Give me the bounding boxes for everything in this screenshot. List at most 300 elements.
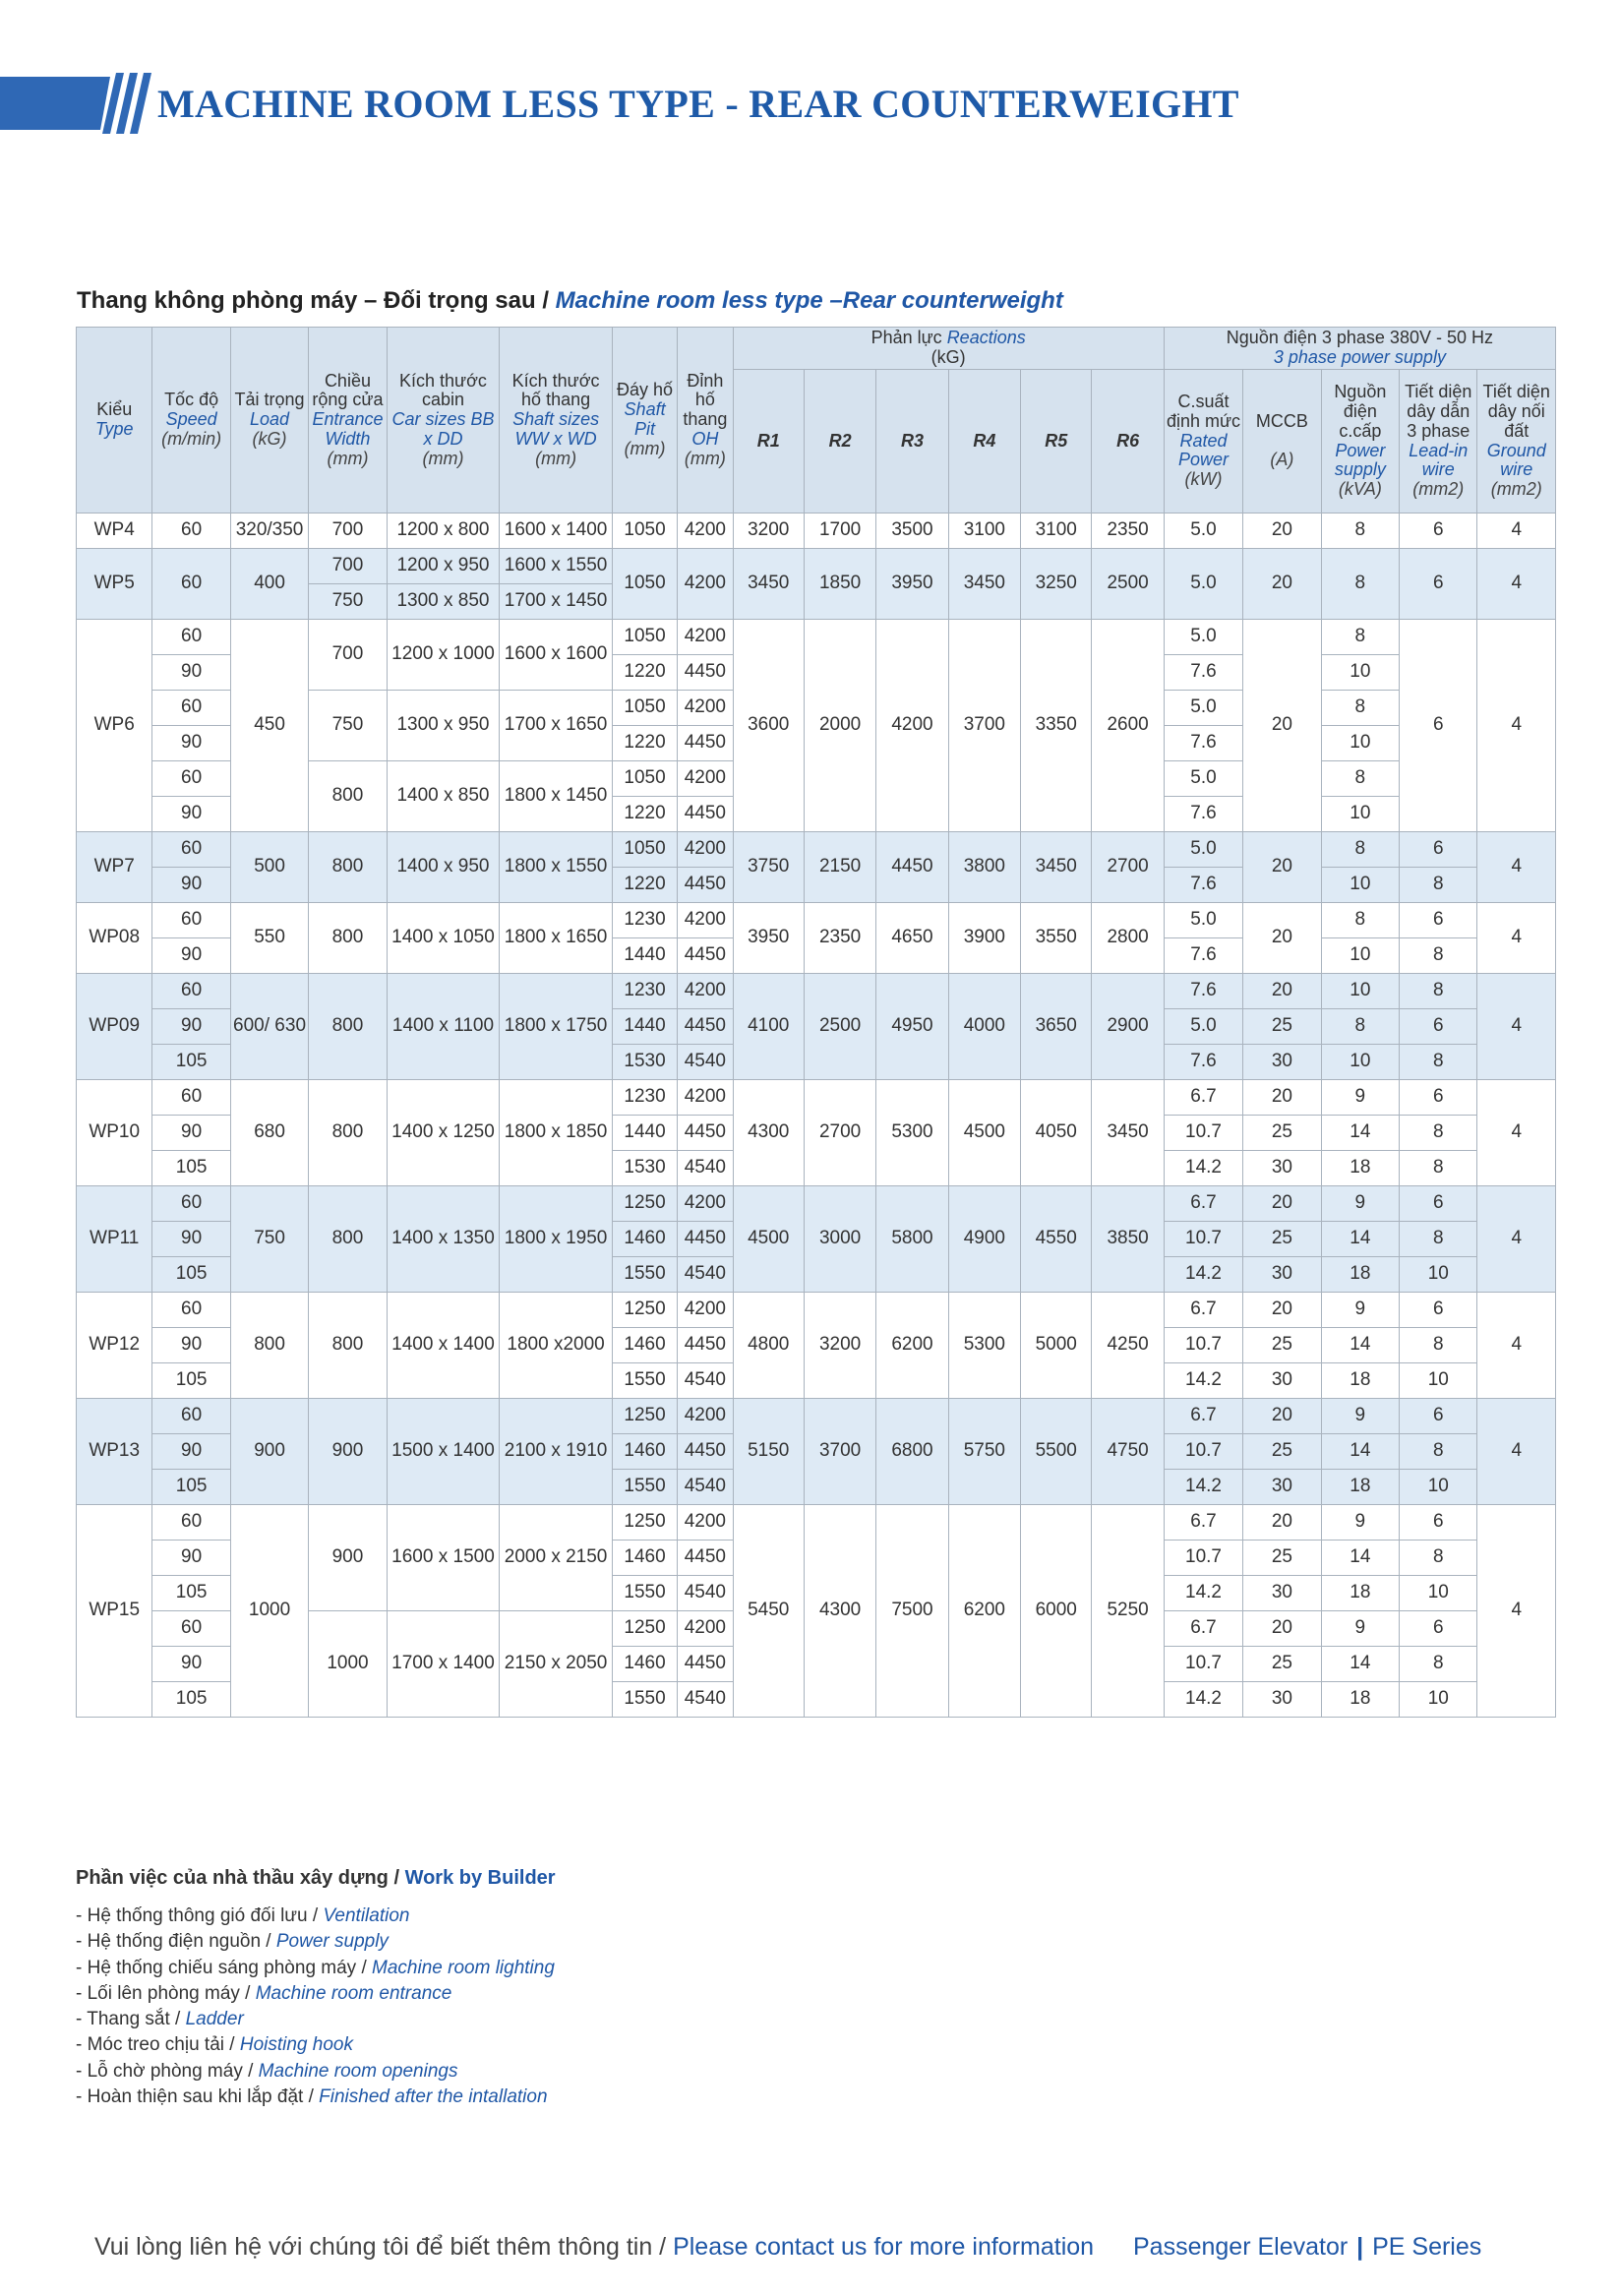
table-cell: 14.2 bbox=[1164, 1151, 1242, 1186]
table-cell: 5.0 bbox=[1164, 691, 1242, 726]
table-cell: 1440 bbox=[612, 1009, 677, 1045]
table-cell: WP12 bbox=[77, 1293, 152, 1399]
table-cell: 1050 bbox=[612, 514, 677, 549]
table-cell: 7.6 bbox=[1164, 938, 1242, 974]
table-cell: 1250 bbox=[612, 1399, 677, 1434]
table-cell: 4300 bbox=[804, 1505, 875, 1718]
table-cell: 14 bbox=[1321, 1222, 1399, 1257]
table-cell: 1550 bbox=[612, 1257, 677, 1293]
table-cell: 3100 bbox=[948, 514, 1020, 549]
work-by-builder-title: Phần việc của nhà thầu xây dựng / Work by Builder bbox=[76, 1867, 556, 1889]
list-item: - Lỗ chờ phòng máy / Machine room openings bbox=[76, 2060, 458, 2082]
table-cell: 8 bbox=[1400, 974, 1477, 1009]
table-cell: 1050 bbox=[612, 761, 677, 797]
table-cell: 1400 x 1400 bbox=[387, 1293, 500, 1399]
table-cell: 900 bbox=[309, 1505, 387, 1611]
col-r1: R1 bbox=[733, 370, 804, 514]
table-cell: 5.0 bbox=[1164, 832, 1242, 868]
table-cell: WP15 bbox=[77, 1505, 152, 1718]
table-cell: 4 bbox=[1477, 620, 1556, 832]
table-cell: 5450 bbox=[733, 1505, 804, 1718]
table-cell: 4250 bbox=[1092, 1293, 1164, 1399]
table-cell: 5250 bbox=[1092, 1505, 1164, 1718]
table-cell: 60 bbox=[152, 761, 230, 797]
table-cell: 6 bbox=[1400, 514, 1477, 549]
table-cell: 1460 bbox=[612, 1647, 677, 1682]
table-cell: WP11 bbox=[77, 1186, 152, 1293]
table-cell: 3450 bbox=[1021, 832, 1092, 903]
table-cell: 4200 bbox=[678, 761, 733, 797]
table-cell: 90 bbox=[152, 1328, 230, 1363]
table-cell: 14.2 bbox=[1164, 1470, 1242, 1505]
table-cell: 700 bbox=[309, 514, 387, 549]
table-cell: 1050 bbox=[612, 832, 677, 868]
table-cell: 1800 x 1550 bbox=[500, 832, 613, 903]
list-item: - Hệ thống thông gió đối lưu / Ventilation bbox=[76, 1905, 410, 1926]
table-cell: 8 bbox=[1400, 1151, 1477, 1186]
table-cell: 8 bbox=[1400, 1434, 1477, 1470]
table-cell: 800 bbox=[309, 761, 387, 832]
table-cell: 1400 x 1100 bbox=[387, 974, 500, 1080]
table-cell: 20 bbox=[1243, 974, 1321, 1009]
table-cell: 1400 x 1350 bbox=[387, 1186, 500, 1293]
table-cell: 4450 bbox=[678, 1116, 733, 1151]
table-cell: 2500 bbox=[1092, 549, 1164, 620]
table-cell: 5750 bbox=[948, 1399, 1020, 1505]
table-cell: 5.0 bbox=[1164, 514, 1242, 549]
table-cell: 105 bbox=[152, 1045, 230, 1080]
table-cell: 2000 x 2150 bbox=[500, 1505, 613, 1611]
table-cell: WP09 bbox=[77, 974, 152, 1080]
table-cell: 4450 bbox=[678, 655, 733, 691]
spec-table bbox=[76, 327, 1556, 1718]
table-cell: 700 bbox=[309, 620, 387, 691]
table-cell: 4200 bbox=[678, 1186, 733, 1222]
table-cell: 4200 bbox=[678, 903, 733, 938]
table-cell: 20 bbox=[1243, 832, 1321, 903]
table-cell: 1300 x 850 bbox=[387, 584, 500, 620]
table-cell: 4 bbox=[1477, 1293, 1556, 1399]
table-cell: 6.7 bbox=[1164, 1186, 1242, 1222]
table-cell: 2500 bbox=[804, 974, 875, 1080]
table-cell: 4540 bbox=[678, 1257, 733, 1293]
table-cell: 30 bbox=[1243, 1257, 1321, 1293]
table-cell: 3450 bbox=[1092, 1080, 1164, 1186]
table-cell: 1220 bbox=[612, 726, 677, 761]
table-cell: WP08 bbox=[77, 903, 152, 974]
table-cell: 4 bbox=[1477, 1505, 1556, 1718]
table-cell: 3700 bbox=[948, 620, 1020, 832]
table-cell: 30 bbox=[1243, 1045, 1321, 1080]
table-cell: 6000 bbox=[1021, 1505, 1092, 1718]
table-cell: 1440 bbox=[612, 938, 677, 974]
table-cell: 9 bbox=[1321, 1505, 1399, 1541]
table-cell: 5.0 bbox=[1164, 549, 1242, 620]
table-cell: 8 bbox=[1400, 1647, 1477, 1682]
table-cell: 1230 bbox=[612, 974, 677, 1009]
table-cell: 30 bbox=[1243, 1576, 1321, 1611]
table-cell: 5800 bbox=[876, 1186, 948, 1293]
table-cell: 6 bbox=[1400, 620, 1477, 832]
table-cell: 2100 x 1910 bbox=[500, 1399, 613, 1505]
table-cell: 1050 bbox=[612, 549, 677, 620]
table-cell: 10 bbox=[1321, 726, 1399, 761]
table-cell: 4500 bbox=[733, 1186, 804, 1293]
table-cell: 6800 bbox=[876, 1399, 948, 1505]
table-cell: WP7 bbox=[77, 832, 152, 903]
table-cell: 4450 bbox=[678, 797, 733, 832]
table-cell: 4 bbox=[1477, 549, 1556, 620]
col-load: Tải trọng Load (kG) bbox=[230, 328, 308, 514]
col-rated: C.suất định mức Rated Power (kW) bbox=[1164, 370, 1242, 514]
col-ground: Tiết diện dây nối đất Ground wire (mm2) bbox=[1477, 370, 1556, 514]
table-cell: 700 bbox=[309, 549, 387, 584]
table-cell: 10 bbox=[1321, 1045, 1399, 1080]
table-cell: 25 bbox=[1243, 1116, 1321, 1151]
table-cell: 3850 bbox=[1092, 1186, 1164, 1293]
table-cell: 6.7 bbox=[1164, 1505, 1242, 1541]
table-cell: 18 bbox=[1321, 1151, 1399, 1186]
table-cell: 5.0 bbox=[1164, 1009, 1242, 1045]
table-cell: 60 bbox=[152, 514, 230, 549]
table-cell: 4800 bbox=[733, 1293, 804, 1399]
table-cell: 60 bbox=[152, 974, 230, 1009]
table-cell: 3900 bbox=[948, 903, 1020, 974]
table-cell: 4 bbox=[1477, 832, 1556, 903]
table-cell: 3100 bbox=[1021, 514, 1092, 549]
table-cell: 1400 x 850 bbox=[387, 761, 500, 832]
table-cell: 1800 x2000 bbox=[500, 1293, 613, 1399]
table-cell: 4050 bbox=[1021, 1080, 1092, 1186]
table-cell: 8 bbox=[1400, 868, 1477, 903]
table-cell: 5.0 bbox=[1164, 761, 1242, 797]
table-cell: 1000 bbox=[230, 1505, 308, 1718]
table-cell: 60 bbox=[152, 903, 230, 938]
table-cell: 4000 bbox=[948, 974, 1020, 1080]
table-cell: 4540 bbox=[678, 1151, 733, 1186]
col-pit: Đáy hố Shaft Pit (mm) bbox=[612, 328, 677, 514]
table-cell: 4200 bbox=[678, 1293, 733, 1328]
table-cell: 7.6 bbox=[1164, 726, 1242, 761]
table-cell: 1440 bbox=[612, 1116, 677, 1151]
table-cell: 1800 x 1650 bbox=[500, 903, 613, 974]
table-cell: WP13 bbox=[77, 1399, 152, 1505]
table-cell: 3450 bbox=[733, 549, 804, 620]
table-cell: 1530 bbox=[612, 1045, 677, 1080]
table-cell: 6 bbox=[1400, 549, 1477, 620]
table-cell: 5300 bbox=[948, 1293, 1020, 1399]
table-cell: 90 bbox=[152, 1009, 230, 1045]
table-row bbox=[77, 1293, 1556, 1328]
table-cell: 1250 bbox=[612, 1611, 677, 1647]
table-cell: 6 bbox=[1400, 832, 1477, 868]
col-leadin: Tiết diện dây dẫn 3 phase Lead-in wire (mm2) bbox=[1400, 370, 1477, 514]
table-cell: 90 bbox=[152, 797, 230, 832]
table-cell: 60 bbox=[152, 1505, 230, 1541]
table-cell: 7.6 bbox=[1164, 974, 1242, 1009]
col-entrance: Chiều rộng cửa Entrance Width (mm) bbox=[309, 328, 387, 514]
table-cell: 8 bbox=[1400, 1045, 1477, 1080]
table-cell: 60 bbox=[152, 1611, 230, 1647]
col-r3: R3 bbox=[876, 370, 948, 514]
table-cell: 8 bbox=[1400, 1541, 1477, 1576]
table-cell: 7.6 bbox=[1164, 1045, 1242, 1080]
table-cell: 90 bbox=[152, 868, 230, 903]
table-cell: 4450 bbox=[678, 1328, 733, 1363]
table-cell: 4450 bbox=[678, 1222, 733, 1257]
table-cell: 30 bbox=[1243, 1470, 1321, 1505]
table-cell: 1800 x 1950 bbox=[500, 1186, 613, 1293]
table-cell: 60 bbox=[152, 1186, 230, 1222]
table-cell: 4540 bbox=[678, 1682, 733, 1718]
table-cell: 8 bbox=[1400, 938, 1477, 974]
table-cell: 2150 bbox=[804, 832, 875, 903]
table-cell: 3600 bbox=[733, 620, 804, 832]
table-cell: 90 bbox=[152, 1116, 230, 1151]
table-cell: 4 bbox=[1477, 903, 1556, 974]
table-cell: 6.7 bbox=[1164, 1399, 1242, 1434]
table-cell: 4 bbox=[1477, 1080, 1556, 1186]
table-cell: 8 bbox=[1321, 549, 1399, 620]
table-cell: 14 bbox=[1321, 1541, 1399, 1576]
table-cell: 90 bbox=[152, 1541, 230, 1576]
table-cell: 10 bbox=[1400, 1363, 1477, 1399]
col-type: Kiểu Type bbox=[77, 328, 152, 514]
col-car: Kích thước cabin Car sizes BB x DD (mm) bbox=[387, 328, 500, 514]
table-cell: WP10 bbox=[77, 1080, 152, 1186]
table-cell: 1400 x 1050 bbox=[387, 903, 500, 974]
table-cell: 6.7 bbox=[1164, 1080, 1242, 1116]
col-power-group: Nguồn điện 3 phase 380V - 50 Hz 3 phase power supply bbox=[1164, 328, 1555, 370]
table-cell: 60 bbox=[152, 1399, 230, 1434]
table-cell: 18 bbox=[1321, 1576, 1399, 1611]
col-r5: R5 bbox=[1021, 370, 1092, 514]
table-cell: 25 bbox=[1243, 1328, 1321, 1363]
table-cell: 90 bbox=[152, 655, 230, 691]
table-cell: 4450 bbox=[876, 832, 948, 903]
table-cell: 1000 bbox=[309, 1611, 387, 1718]
table-cell: 20 bbox=[1243, 1399, 1321, 1434]
table-cell: 2700 bbox=[1092, 832, 1164, 903]
table-cell: 4 bbox=[1477, 974, 1556, 1080]
work-by-builder bbox=[76, 1867, 556, 2110]
list-item: - Hệ thống điện nguồn / Power supply bbox=[76, 1931, 389, 1953]
table-cell: 6 bbox=[1400, 1186, 1477, 1222]
table-cell: 10.7 bbox=[1164, 1328, 1242, 1363]
table-cell: 20 bbox=[1243, 549, 1321, 620]
table-cell: 8 bbox=[1321, 620, 1399, 655]
table-cell: 4450 bbox=[678, 726, 733, 761]
table-cell: 4200 bbox=[678, 1505, 733, 1541]
table-cell: 6 bbox=[1400, 1080, 1477, 1116]
table-cell: 3250 bbox=[1021, 549, 1092, 620]
table-cell: 4540 bbox=[678, 1363, 733, 1399]
table-cell: 10 bbox=[1321, 938, 1399, 974]
table-cell: 1600 x 1550 bbox=[500, 549, 613, 584]
table-row bbox=[77, 903, 1556, 938]
table-cell: 14.2 bbox=[1164, 1257, 1242, 1293]
table-cell: 1300 x 950 bbox=[387, 691, 500, 761]
table-row bbox=[77, 1186, 1556, 1222]
table-cell: 2700 bbox=[804, 1080, 875, 1186]
table-cell: 1220 bbox=[612, 655, 677, 691]
table-cell: 20 bbox=[1243, 620, 1321, 832]
table-cell: 10 bbox=[1321, 868, 1399, 903]
page-title: MACHINE ROOM LESS TYPE - REAR COUNTERWEIGHT bbox=[157, 82, 1239, 126]
table-cell: 18 bbox=[1321, 1363, 1399, 1399]
footer-contact: Vui lòng liên hệ với chúng tôi để biết thêm thông tin / Please contact us for more information bbox=[94, 2233, 1095, 2261]
col-shaft: Kích thước hố thang Shaft sizes WW x WD (mm) bbox=[500, 328, 613, 514]
footer-series: Passenger Elevator | PE Series bbox=[1133, 2233, 1482, 2261]
table-cell: 1400 x 950 bbox=[387, 832, 500, 903]
table-cell: 14.2 bbox=[1164, 1682, 1242, 1718]
table-row bbox=[77, 974, 1556, 1009]
table-caption: Thang không phòng máy – Đối trọng sau / Machine room less type –Rear counterweight bbox=[77, 287, 1063, 314]
table-cell: 1800 x 1450 bbox=[500, 761, 613, 832]
table-cell: 6 bbox=[1400, 1611, 1477, 1647]
table-cell: 30 bbox=[1243, 1682, 1321, 1718]
table-cell: 60 bbox=[152, 832, 230, 868]
table-cell: 90 bbox=[152, 1222, 230, 1257]
table-cell: 750 bbox=[309, 691, 387, 761]
table-cell: 4950 bbox=[876, 974, 948, 1080]
table-cell: 2800 bbox=[1092, 903, 1164, 974]
list-item: - Thang sắt / Ladder bbox=[76, 2009, 244, 2030]
table-cell: 2000 bbox=[804, 620, 875, 832]
table-cell: 4450 bbox=[678, 1647, 733, 1682]
table-cell: 105 bbox=[152, 1363, 230, 1399]
table-cell: 1550 bbox=[612, 1363, 677, 1399]
table-cell: 60 bbox=[152, 620, 230, 655]
table-cell: 8 bbox=[1321, 832, 1399, 868]
table-cell: 60 bbox=[152, 1080, 230, 1116]
table-cell: 8 bbox=[1321, 1009, 1399, 1045]
table-cell: 450 bbox=[230, 620, 308, 832]
table-cell: 10 bbox=[1321, 797, 1399, 832]
list-item: - Móc treo chịu tải / Hoisting hook bbox=[76, 2034, 353, 2056]
table-cell: 680 bbox=[230, 1080, 308, 1186]
table-cell: 1220 bbox=[612, 868, 677, 903]
table-cell: 1850 bbox=[804, 549, 875, 620]
table-cell: 14 bbox=[1321, 1328, 1399, 1363]
table-cell: 25 bbox=[1243, 1222, 1321, 1257]
table-cell: 5300 bbox=[876, 1080, 948, 1186]
table-cell: 6 bbox=[1400, 1505, 1477, 1541]
table-cell: 10.7 bbox=[1164, 1116, 1242, 1151]
table-cell: 9 bbox=[1321, 1080, 1399, 1116]
table-cell: WP6 bbox=[77, 620, 152, 832]
table-cell: 8 bbox=[1400, 1222, 1477, 1257]
table-cell: 4100 bbox=[733, 974, 804, 1080]
table-cell: 1230 bbox=[612, 903, 677, 938]
table-cell: 20 bbox=[1243, 514, 1321, 549]
table-cell: 1500 x 1400 bbox=[387, 1399, 500, 1505]
table-cell: 6.7 bbox=[1164, 1611, 1242, 1647]
table-cell: 10 bbox=[1400, 1257, 1477, 1293]
table-cell: 10.7 bbox=[1164, 1434, 1242, 1470]
table-cell: 4200 bbox=[678, 974, 733, 1009]
table-cell: 1600 x 1600 bbox=[500, 620, 613, 691]
table-cell: 20 bbox=[1243, 1186, 1321, 1222]
table-cell: 8 bbox=[1400, 1116, 1477, 1151]
table-cell: 5500 bbox=[1021, 1399, 1092, 1505]
table-cell: 750 bbox=[309, 584, 387, 620]
table-cell: 18 bbox=[1321, 1257, 1399, 1293]
table-row bbox=[77, 1399, 1556, 1434]
table-cell: 60 bbox=[152, 691, 230, 726]
table-row bbox=[77, 1505, 1556, 1541]
table-cell: 105 bbox=[152, 1257, 230, 1293]
table-cell: 3200 bbox=[733, 514, 804, 549]
table-cell: 600/ 630 bbox=[230, 974, 308, 1080]
table-cell: 10 bbox=[1321, 655, 1399, 691]
table-cell: 14 bbox=[1321, 1647, 1399, 1682]
table-cell: 25 bbox=[1243, 1541, 1321, 1576]
table-cell: 30 bbox=[1243, 1363, 1321, 1399]
table-cell: 3500 bbox=[876, 514, 948, 549]
table-cell: 4 bbox=[1477, 514, 1556, 549]
table-cell: 20 bbox=[1243, 1293, 1321, 1328]
table-cell: 3200 bbox=[804, 1293, 875, 1399]
table-cell: 1800 x 1850 bbox=[500, 1080, 613, 1186]
table-cell: 60 bbox=[152, 549, 230, 620]
table-row bbox=[77, 1080, 1556, 1116]
table-cell: 14 bbox=[1321, 1116, 1399, 1151]
table-cell: 10 bbox=[1400, 1576, 1477, 1611]
table-cell: 3650 bbox=[1021, 974, 1092, 1080]
table-cell: 20 bbox=[1243, 1505, 1321, 1541]
list-item: - Hoàn thiện sau khi lắp đặt / Finished after the intallation bbox=[76, 2086, 548, 2108]
table-cell: 4450 bbox=[678, 1541, 733, 1576]
table-cell: 10.7 bbox=[1164, 1222, 1242, 1257]
table-cell: 4540 bbox=[678, 1470, 733, 1505]
table-cell: 9 bbox=[1321, 1399, 1399, 1434]
table-cell: 10.7 bbox=[1164, 1647, 1242, 1682]
table-cell: 5.0 bbox=[1164, 620, 1242, 655]
table-cell: 1530 bbox=[612, 1151, 677, 1186]
table-cell: 1700 bbox=[804, 514, 875, 549]
table-cell: 4540 bbox=[678, 1045, 733, 1080]
table-cell: 800 bbox=[309, 1080, 387, 1186]
table-cell: 105 bbox=[152, 1151, 230, 1186]
col-r2: R2 bbox=[804, 370, 875, 514]
col-mccb: MCCB (A) bbox=[1243, 370, 1321, 514]
table-cell: 1230 bbox=[612, 1080, 677, 1116]
table-cell: WP5 bbox=[77, 549, 152, 620]
table-cell: 1250 bbox=[612, 1186, 677, 1222]
table-cell: 7.6 bbox=[1164, 797, 1242, 832]
table-cell: 4200 bbox=[678, 1611, 733, 1647]
table-cell: 1460 bbox=[612, 1434, 677, 1470]
table-cell: 10 bbox=[1400, 1682, 1477, 1718]
table-cell: 10 bbox=[1321, 974, 1399, 1009]
table-cell: 10 bbox=[1400, 1470, 1477, 1505]
table-cell: 4550 bbox=[1021, 1186, 1092, 1293]
col-r6: R6 bbox=[1092, 370, 1164, 514]
table-cell: 10.7 bbox=[1164, 1541, 1242, 1576]
table-cell: 1200 x 800 bbox=[387, 514, 500, 549]
table-cell: 90 bbox=[152, 938, 230, 974]
table-cell: 1220 bbox=[612, 797, 677, 832]
table-cell: 800 bbox=[309, 903, 387, 974]
table-cell: 5000 bbox=[1021, 1293, 1092, 1399]
list-item: - Lối lên phòng máy / Machine room entrance bbox=[76, 1982, 452, 2004]
table-cell: 105 bbox=[152, 1682, 230, 1718]
table-cell: 4200 bbox=[678, 691, 733, 726]
table-cell: 5150 bbox=[733, 1399, 804, 1505]
table-cell: 20 bbox=[1243, 903, 1321, 974]
table-cell: 4450 bbox=[678, 1434, 733, 1470]
